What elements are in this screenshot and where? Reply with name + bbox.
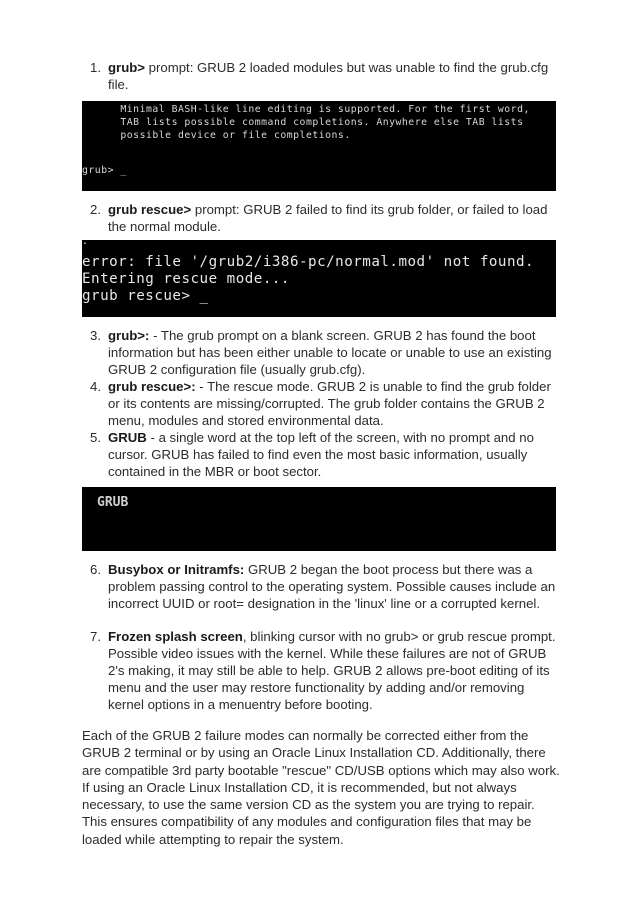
list-term: GRUB [108, 430, 147, 445]
list-term: Frozen splash screen [108, 629, 243, 644]
list-text [108, 429, 558, 480]
list-number: 1. [90, 60, 101, 75]
terminal-line: . [82, 240, 89, 247]
list-number: 7. [90, 629, 101, 644]
list-description: - The grub prompt on a blank screen. GRUB 2 has found the boot information but has been either unable to locate or unable to use an existing GRUB 2 configuration file (usually grub.cfg). [108, 328, 552, 377]
list-text [108, 628, 558, 713]
list-term: grub rescue>: [108, 379, 196, 394]
list-description: , blinking cursor with no grub> or grub rescue prompt. Possible video issues with the kernel. While these failures are not of GRUB 2's making, it may still be able to help. GRUB 2 allows pre-boot editing of its menu and the user may restore functionality by adding and/or removing kernel options in a menuentry before booting. [108, 629, 556, 712]
terminal-line: possible device or file completions. [82, 130, 351, 141]
list-number: 6. [90, 562, 101, 577]
list-number: 4. [90, 379, 101, 394]
terminal-screenshot-grub-rescue [82, 240, 556, 317]
list-text [108, 59, 558, 93]
list-text [108, 378, 558, 429]
body-paragraph: Each of the GRUB 2 failure modes can normally be corrected either from the GRUB 2 terminal or by using an Oracle Linux Installation CD. Additionally, there are compatible 3rd party bootable "rescue" CD/USB options which may also work. If using an Oracle Linux Installation CD, it is recommended, but not always necessary, to use the same version CD as the system you are trying to repair. This ensures compatibility of any modules and configuration files that may be loaded while attempting to repair the system. [82, 728, 560, 847]
terminal-screenshot-grub-prompt [82, 101, 556, 191]
list-text [108, 327, 558, 378]
list-description: prompt: GRUB 2 loaded modules but was unable to find the grub.cfg file. [108, 60, 549, 92]
list-text [108, 201, 558, 235]
list-description: - a single word at the top left of the screen, with no prompt and no cursor. GRUB has failed to find even the most basic information, usually contained in the MBR or boot sector. [108, 430, 534, 479]
terminal-screenshot-grub-word [82, 487, 556, 551]
terminal-line: GRUB [97, 495, 129, 510]
list-term: grub>: [108, 328, 150, 343]
terminal-line: error: file '/grub2/i386-pc/normal.mod' not found. [82, 254, 535, 270]
terminal-line: TAB lists possible command completions. Anywhere else TAB lists [82, 117, 524, 128]
list-description: - The rescue mode. GRUB 2 is unable to find the grub folder or its contents are missing/corrupted. The grub folder contains the GRUB 2 menu, modules and stored environmental data. [108, 379, 551, 428]
list-term: grub rescue> [108, 202, 192, 217]
list-text [108, 561, 558, 612]
list-description: GRUB 2 began the boot process but there was a problem passing control to the operating system. Possible causes include an incorrect UUID or root= designation in the 'linux' line or a corrupted kernel. [108, 562, 556, 611]
list-description: prompt: GRUB 2 failed to find its grub folder, or failed to load the normal module. [108, 202, 548, 234]
terminal-line: Entering rescue mode... [82, 271, 290, 287]
terminal-prompt: grub> _ [82, 165, 127, 176]
list-term: grub> [108, 60, 145, 75]
terminal-prompt: grub rescue> _ [82, 288, 209, 304]
list-term: Busybox or Initramfs: [108, 562, 245, 577]
list-number: 5. [90, 430, 101, 445]
list-number: 3. [90, 328, 101, 343]
terminal-line: Minimal BASH-like line editing is supported. For the first word, [82, 104, 530, 115]
list-number: 2. [90, 202, 101, 217]
